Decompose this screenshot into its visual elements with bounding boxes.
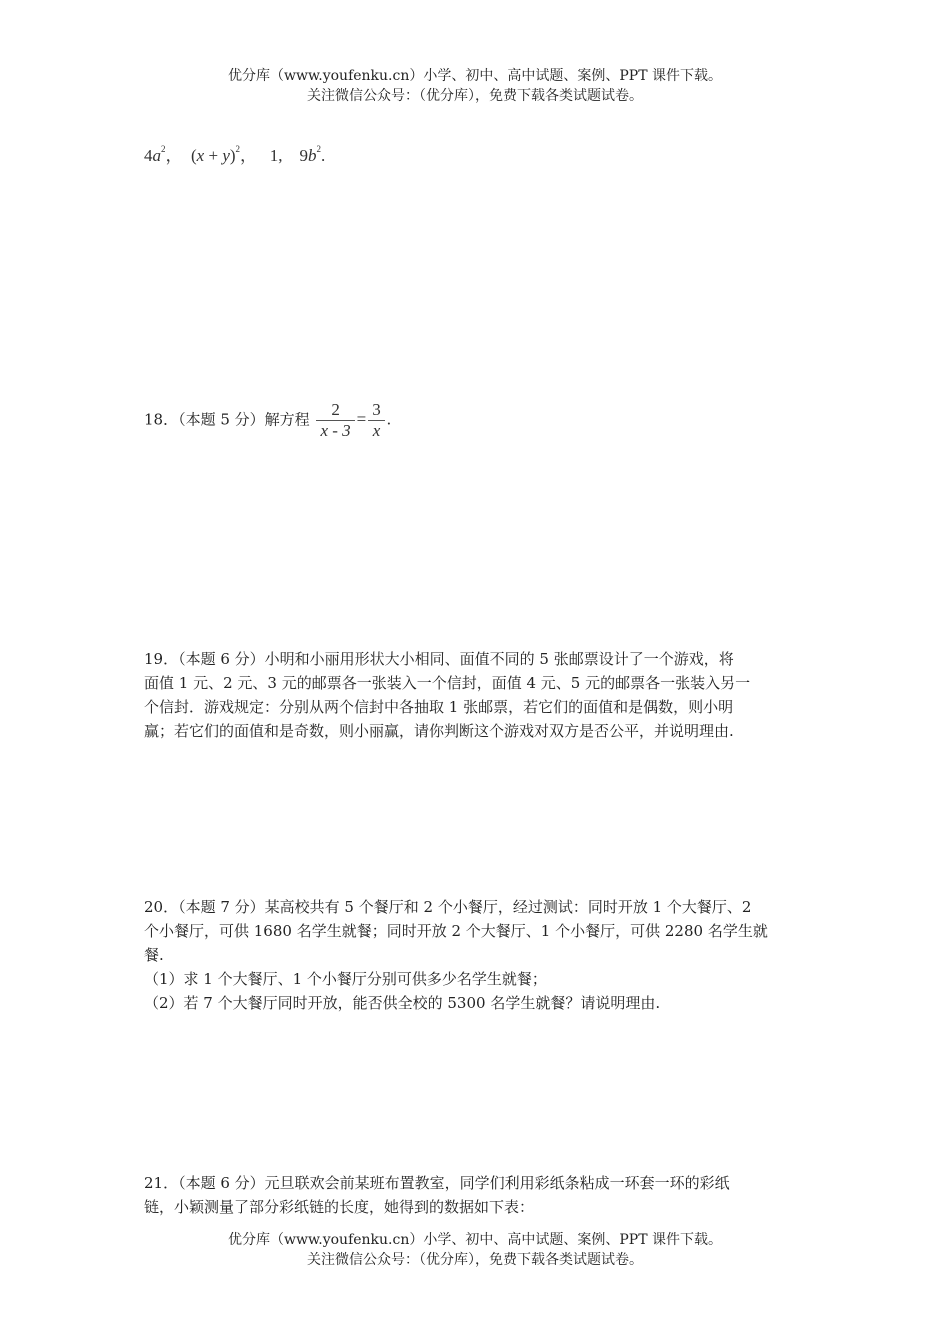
fraction-rhs xyxy=(368,400,385,441)
term-1: 1, xyxy=(269,146,283,165)
fraction-rhs-numerator: 3 xyxy=(368,400,385,421)
period: . xyxy=(321,146,326,165)
page-header xyxy=(0,66,950,106)
question-20-line: 个小餐厅，可供 1680 名学生就餐；同时开放 2 个大餐厅、1 个小餐厅，可供 2280 名学生就 xyxy=(144,922,768,940)
question-19-line: 面值 1 元、2 元、3 元的邮票各一张装入一个信封，面值 4 元、5 元的邮票各一张装入另一 xyxy=(144,674,751,692)
question-20-line: 20．（本题 7 分）某高校共有 5 个餐厅和 2 个小餐厅，经过测试：同时开放 1 个大餐厅、2 xyxy=(144,898,752,916)
question-19-line: 19．（本题 6 分）小明和小丽用形状大小相同、面值不同的 5 张邮票设计了一个游戏，将 xyxy=(144,650,734,668)
question-21-line: 链，小颖测量了部分彩纸链的长度，她得到的数据如下表： xyxy=(144,1198,535,1216)
footer-line-2: 关注微信公众号：（优分库），免费下载各类试题试卷。 xyxy=(307,1252,643,1268)
fraction-lhs xyxy=(316,400,354,441)
question-21-line: 21．（本题 6 分）元旦联欢会前某班布置教室，同学们利用彩纸条粘成一环套一环的彩纸 xyxy=(144,1174,730,1192)
question-19 xyxy=(144,647,812,743)
question-18 xyxy=(144,400,812,441)
page-footer xyxy=(0,1230,950,1270)
term-x-plus-y-squared: $(x + y)^2$ xyxy=(191,144,241,165)
question-20 xyxy=(144,895,812,1015)
question-21 xyxy=(144,1171,812,1219)
equals-sign: = xyxy=(356,409,367,429)
fraction-lhs-denominator: x - 3 xyxy=(320,421,351,440)
question-20-part-2: （2）若 7 个大餐厅同时开放，能否供全校的 5300 名学生就餐？请说明理由. xyxy=(144,994,661,1012)
fraction-lhs-numerator: 2 xyxy=(316,400,354,421)
footer-line-1: 优分库（www.youfenku.cn）小学、初中、高中试题、案例、PPT 课件下载。 xyxy=(227,1232,722,1248)
question-19-line: 个信封．游戏规定：分别从两个信封中各抽取 1 张邮票，若它们的面值和是偶数，则小明 xyxy=(144,698,734,716)
term-9b2: $9b^2$ xyxy=(299,144,322,165)
question-19-line: 赢；若它们的面值和是奇数，则小丽赢，请你判断这个游戏对双方是否公平，并说明理由. xyxy=(144,722,734,740)
header-line-1: 优分库（www.youfenku.cn）小学、初中、高中试题、案例、PPT 课件下载。 xyxy=(227,68,722,84)
question-17-expressions xyxy=(144,137,812,168)
question-20-line: 餐. xyxy=(144,946,164,964)
separator: ， xyxy=(165,146,183,165)
separator: ， xyxy=(240,146,258,165)
question-20-part-1: （1）求 1 个大餐厅、1 个小餐厅分别可供多少名学生就餐； xyxy=(144,970,547,988)
header-line-2: 关注微信公众号：（优分库），免费下载各类试题试卷。 xyxy=(307,88,643,104)
question-18-label: 18．（本题 5 分）解方程 xyxy=(144,410,310,429)
term-4a2: $4a^2$ xyxy=(144,144,166,165)
fraction-rhs-denominator: x xyxy=(372,421,381,440)
period: . xyxy=(386,409,392,429)
